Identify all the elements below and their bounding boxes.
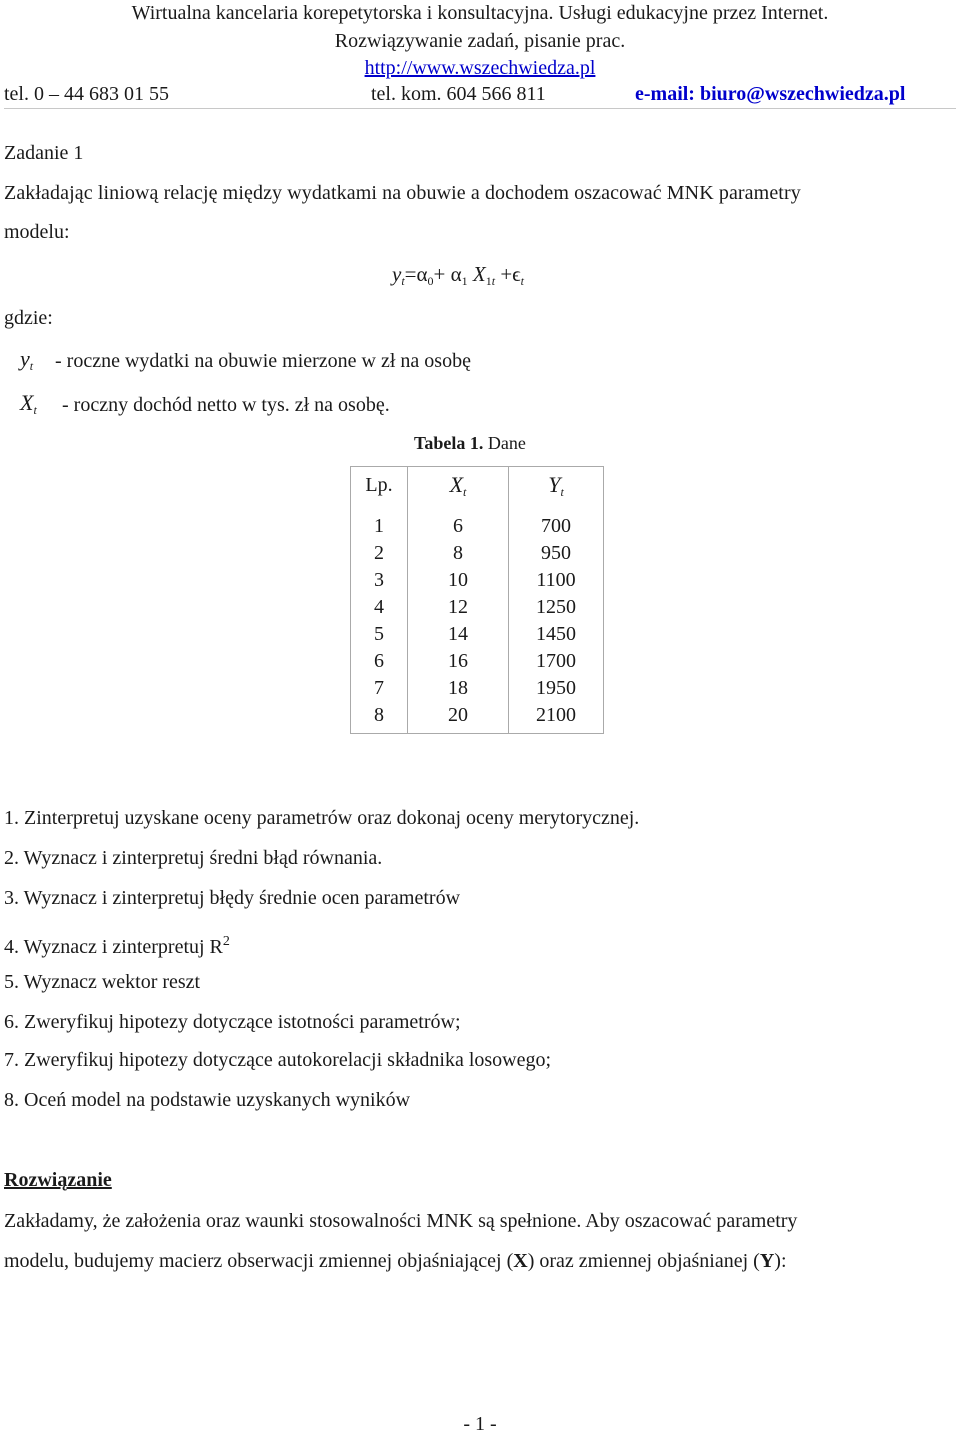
table-cell: 1: [374, 515, 384, 537]
table-cell: 1950: [536, 677, 576, 699]
table-cell: 20: [448, 704, 468, 726]
question-2: 2. Wyznacz i zinterpretuj średni błąd równania.: [4, 847, 383, 869]
website-link[interactable]: http://www.wszechwiedza.pl: [364, 57, 596, 79]
table-cell: 14: [448, 623, 468, 645]
table-caption: [414, 433, 526, 454]
header-url-row: [0, 57, 960, 80]
table-caption-text: Dane: [483, 433, 526, 453]
header-phone: tel. 0 – 44 683 01 55: [4, 83, 169, 105]
header-line-2: Rozwiązywanie zadań, pisanie prac.: [334, 30, 626, 52]
table-cell: 950: [541, 542, 571, 564]
solution-line-1: Zakładamy, że założenia oraz waunki stosowalności MNK są spełnione. Aby oszacować parametry: [4, 1210, 798, 1232]
table-cell: 5: [374, 623, 384, 645]
table-cell: 1700: [536, 650, 576, 672]
header-line-1: Wirtualna kancelaria korepetytorska i konsultacyjna. Usługi edukacyjne przez Internet.: [131, 2, 829, 24]
table-cell: 8: [374, 704, 384, 726]
question-6: 6. Zweryfikuj hipotezy dotyczące istotności parametrów;: [4, 1011, 461, 1033]
table-cell: 1250: [536, 596, 576, 618]
table-cell: 12: [448, 596, 468, 618]
table-cell: 10: [448, 569, 468, 591]
var-x-description: - roczny dochód netto w tys. zł na osobę.: [62, 394, 390, 416]
task-intro-line-2: modelu:: [4, 221, 70, 243]
var-x-symbol: $X_t$: [20, 390, 37, 417]
table-cell: 6: [453, 515, 463, 537]
table-cell: 16: [448, 650, 468, 672]
question-4: 4. Wyznacz i zinterpretuj $R^2$: [4, 934, 230, 958]
table-header-lp: Lp.: [365, 474, 393, 496]
table-header-y: $Y_t$: [548, 472, 564, 499]
table-caption-label: Tabela 1.: [414, 433, 484, 453]
table-cell: 4: [374, 596, 384, 618]
table-cell: 18: [448, 677, 468, 699]
table-cell: 6: [374, 650, 384, 672]
table-column-x: [408, 513, 508, 729]
question-8: 8. Oceń model na podstawie uzyskanych wyników: [4, 1089, 411, 1111]
header-divider: [4, 108, 956, 109]
question-1: 1. Zinterpretuj uzyskane oceny parametrów oraz dokonaj oceny merytorycznej.: [4, 807, 640, 829]
table-column-y: [509, 513, 603, 729]
page-number: - 1 -: [463, 1413, 497, 1435]
var-y-symbol: $y_t$: [20, 346, 34, 373]
table-cell: 1450: [536, 623, 576, 645]
solution-title: Rozwiązanie: [4, 1169, 112, 1191]
table-cell: 8: [453, 542, 463, 564]
question-3: 3. Wyznacz i zinterpretuj błędy średnie ocen parametrów: [4, 887, 461, 909]
table-cell: 7: [374, 677, 384, 699]
var-y-description: - roczne wydatki na obuwie mierzone w zł na osobę: [55, 350, 471, 372]
table-cell: 1100: [536, 569, 576, 591]
model-equation: $y_t=\alpha_0+ \alpha_1$ $X_{1t} +\epsilon_t$: [392, 262, 524, 288]
task-intro-line-1: Zakładając liniową relację między wydatkami na obuwie a dochodem oszacować MNK parametry: [4, 182, 801, 204]
table-cell: 2100: [536, 704, 576, 726]
table-cell: 700: [541, 515, 571, 537]
header-mobile: tel. kom. 604 566 811: [371, 83, 546, 105]
header-email[interactable]: e-mail: biuro@wszechwiedza.pl: [635, 83, 906, 105]
where-label: gdzie:: [4, 307, 53, 329]
table-header-x: $X_t$: [449, 472, 467, 499]
question-7: 7. Zweryfikuj hipotezy dotyczące autokorelacji składnika losowego;: [4, 1049, 552, 1071]
question-5: 5. Wyznacz wektor reszt: [4, 971, 201, 993]
table-cell: 3: [374, 569, 384, 591]
task-title: Zadanie 1: [4, 142, 84, 164]
table-cell: 2: [374, 542, 384, 564]
table-column-lp: [351, 513, 407, 729]
solution-line-2: modelu, budujemy macierz obserwacji zmiennej objaśniającej (X) oraz zmiennej objaśnianej (Y):: [4, 1250, 787, 1272]
